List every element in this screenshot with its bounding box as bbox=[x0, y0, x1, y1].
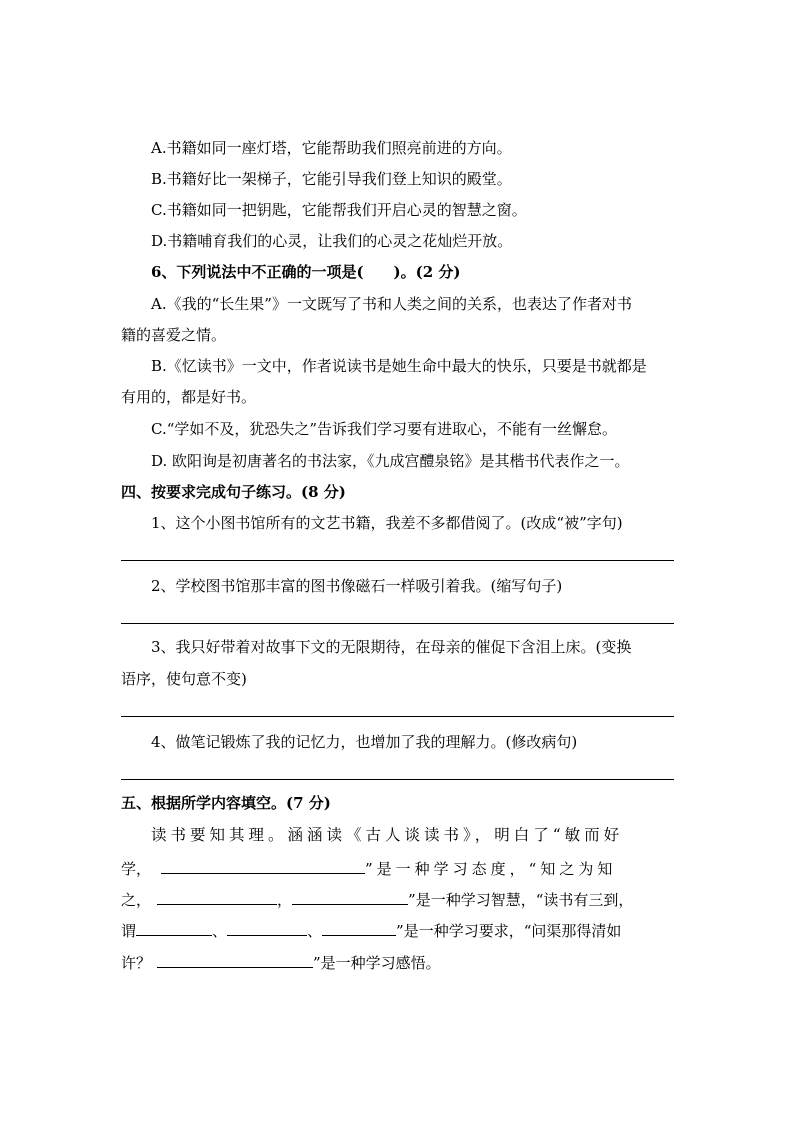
q5-option-b: B.书籍好比一架梯子，它能引导我们登上知识的殿堂。 bbox=[151, 170, 512, 188]
q6-title: 6、下列说法中不正确的一项是( )。(2 分) bbox=[151, 263, 461, 281]
section4-q3-line2: 语序，使句意不变) bbox=[121, 670, 247, 688]
section5-line5-start: 许？ bbox=[121, 954, 152, 972]
q6-option-a-line2: 籍的喜爱之情。 bbox=[121, 326, 227, 344]
fill-blank-7[interactable] bbox=[157, 951, 313, 968]
fill-blank-2[interactable] bbox=[157, 888, 277, 905]
fill-blank-1[interactable] bbox=[161, 857, 365, 874]
section4-q4: 4、做笔记锻炼了我的记忆力，也增加了我的理解力。(修改病句) bbox=[151, 733, 578, 751]
fill-blank-4[interactable] bbox=[136, 919, 212, 936]
section5-line3-comma: ， bbox=[277, 891, 293, 909]
section5-heading: 五、根据所学内容填空。(7 分) bbox=[121, 794, 331, 812]
section4-heading: 四、按要求完成句子练习。(8 分) bbox=[121, 483, 346, 501]
section5-line5 bbox=[121, 951, 441, 973]
section5-line1: 读书要知其理。涵涵读《古人谈读书》，明白了“敏而好 bbox=[151, 826, 624, 844]
section5-line4-start: 谓 bbox=[121, 922, 137, 940]
section5-line4-end: ”是一种学习要求，“问渠那得清如 bbox=[396, 922, 622, 940]
q6-option-b-line2: 有用的，都是好书。 bbox=[121, 388, 257, 406]
section4-q2: 2、学校图书馆那丰富的图书像磁石一样吸引着我。(缩写句子) bbox=[151, 577, 563, 595]
fill-blank-5[interactable] bbox=[227, 919, 307, 936]
section5-line4-sep1: 、 bbox=[212, 922, 228, 940]
answer-line-2[interactable] bbox=[121, 623, 674, 624]
section5-line2 bbox=[121, 857, 616, 879]
section4-q3-line1: 3、我只好带着对故事下文的无限期待，在母亲的催促下含泪上床。(变换 bbox=[151, 638, 632, 656]
section5-line5-end: ”是一种学习感悟。 bbox=[313, 954, 441, 972]
q6-option-c: C.“学如不及，犹恐失之”告诉我们学习要有进取心，不能有一丝懈怠。 bbox=[151, 420, 618, 438]
section5-line2-start: 学， bbox=[121, 860, 152, 878]
q6-option-b-line1: B.《忆读书》一文中，作者说读书是她生命中最大的快乐，只要是书就都是 bbox=[151, 357, 647, 375]
q6-option-a-line1: A.《我的“长生果”》一文既写了书和人类之间的关系，也表达了作者对书 bbox=[151, 295, 632, 313]
section5-line4 bbox=[121, 919, 621, 941]
section5-line4-sep2: 、 bbox=[307, 922, 323, 940]
fill-blank-3[interactable] bbox=[292, 888, 408, 905]
section4-q1: 1、这个小图书馆所有的文艺书籍，我差不多都借阅了。(改成“被”字句) bbox=[151, 514, 623, 532]
section5-line3-start: 之， bbox=[121, 891, 152, 909]
section5-line2-end: ”是一种学习态度，“知之为知 bbox=[365, 860, 617, 878]
section5-line3 bbox=[121, 888, 633, 910]
q6-option-d: D. 欧阳询是初唐著名的书法家，《九成宫醴泉铭》是其楷书代表作之一。 bbox=[151, 452, 630, 470]
answer-line-4[interactable] bbox=[121, 779, 674, 780]
q5-option-a: A.书籍如同一座灯塔，它能帮助我们照亮前进的方向。 bbox=[151, 139, 512, 157]
answer-line-3[interactable] bbox=[121, 716, 674, 717]
q5-option-d: D.书籍哺育我们的心灵，让我们的心灵之花灿烂开放。 bbox=[151, 232, 513, 250]
section5-line3-end: ”是一种学习智慧，“读书有三到， bbox=[408, 891, 634, 909]
answer-line-1[interactable] bbox=[121, 560, 674, 561]
q5-option-c: C.书籍如同一把钥匙，它能帮我们开启心灵的智慧之窗。 bbox=[151, 201, 527, 219]
fill-blank-6[interactable] bbox=[322, 919, 396, 936]
